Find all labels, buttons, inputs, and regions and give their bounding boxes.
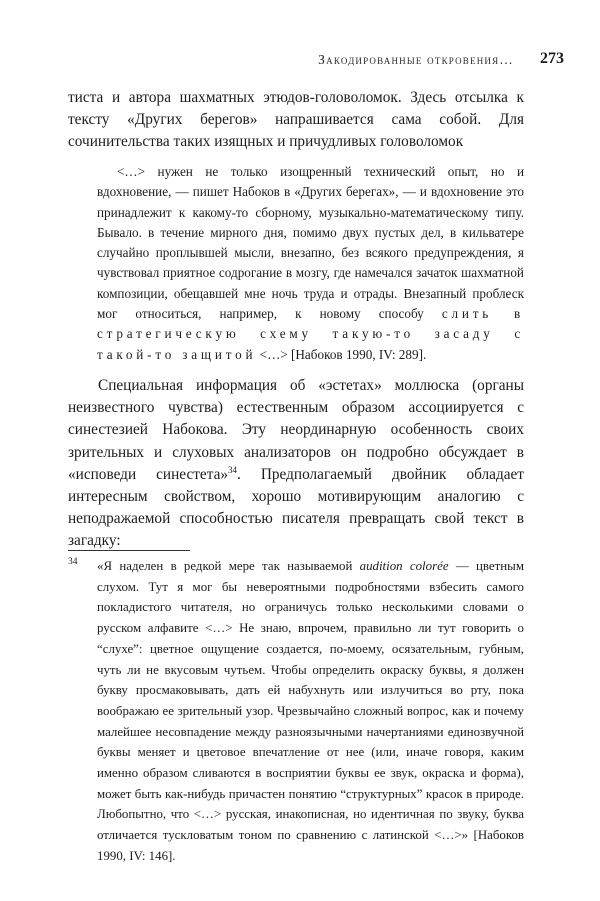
body-paragraph-synesthesia	[68, 375, 524, 553]
quote-text-start: <…> нужен не только изощренный технический опыт, но и вдохновение, — пишет Набоков в «Других берегах», — и вдохновение это принадлежит к какому-то сборному, музыкально-математическому типу. Бывало. в течение мирного дня, помимо двух пустых дел, в кильватере случайно проплывшей мысли, внезапно, без всякого предупреждения, я чувствовал приятное содрогание в мозгу, где намечался зачаток шахматной композиции, обещавшей мне ночь труда и отрады. Внезапный проблеск мог относиться, например, к новому способу	[97, 164, 524, 322]
footnote-term-italic: audition colorée	[359, 559, 449, 573]
running-title: Закодированные откровения…	[318, 52, 514, 67]
page-header	[0, 50, 600, 70]
footnote-text	[97, 556, 524, 867]
block-quote	[97, 162, 524, 365]
footnote-divider	[68, 550, 190, 551]
footnote-number: 34	[68, 557, 78, 567]
body-paragraph-opening: тиста и автора шахматных этюдов-головоломок. Здесь отсылка к тексту «Других берегов» напрашивается сама собой. Для сочинительства таких изящных и причудливых головоломок	[68, 89, 524, 151]
quote-spaced-text: слить в стратегическую схему такую-то засаду с такой-то защитой	[97, 306, 524, 362]
para-text: Специальная информация об «эстетах» моллюска (органы неизвестного чувства) естественным образом ассоциируется с синестезией Набокова. Эту неординарную особенность своих зрительных и слуховых анализаторов он подробно обсуждает в «исповеди синестета»	[68, 377, 524, 483]
page-number: 273	[540, 50, 564, 67]
footnote-text-end: — цветным слухом. Тут я мог бы невероятными подробностями взбесить самого покладистого читателя, но ограничусь только несколькими словами о русском алфавите <…> Не знаю, впрочем, правильно ли тут говорить о “слухе”: цветное ощущение создается, по-моему, осязательным, губным, чуть ли не вкусовым чутьем. Чтобы определить окраску буквы, я должен букву просмаковывать, дать ей набухнуть или излучиться во рту, пока воображаю ее зрительный узор. Чрезвычайно сложный вопрос, как и почему малейшее несовпадение между разноязычными начертаниями единозвучной буквы меняет и цветовое впечатление от нее (или, иначе говоря, каким именно образом сливаются в восприятии буквы ее звук, окраска и форма), может быть как-нибудь причастен понятию “структурных” красок в природе. Любопытно, что <…> русская, инакописная, но идентичная по звуку, буква отличается тускловатым тоном по сравнению с латинской <…>» [Набоков 1990, IV: 146].	[97, 559, 525, 863]
quote-text-end: <…> [Набоков 1990, IV: 289].	[256, 346, 427, 362]
para-text-after: . Предполагаемый двойник обладает интересным свойством, хорошо мотивирующим аналогию с неподражаемой способностью писателя превращать свой текст в загадку:	[68, 465, 524, 550]
footnote-reference[interactable]: 34	[228, 464, 238, 475]
footnote-text-start: «Я наделен в редкой мере так называемой	[97, 559, 360, 573]
